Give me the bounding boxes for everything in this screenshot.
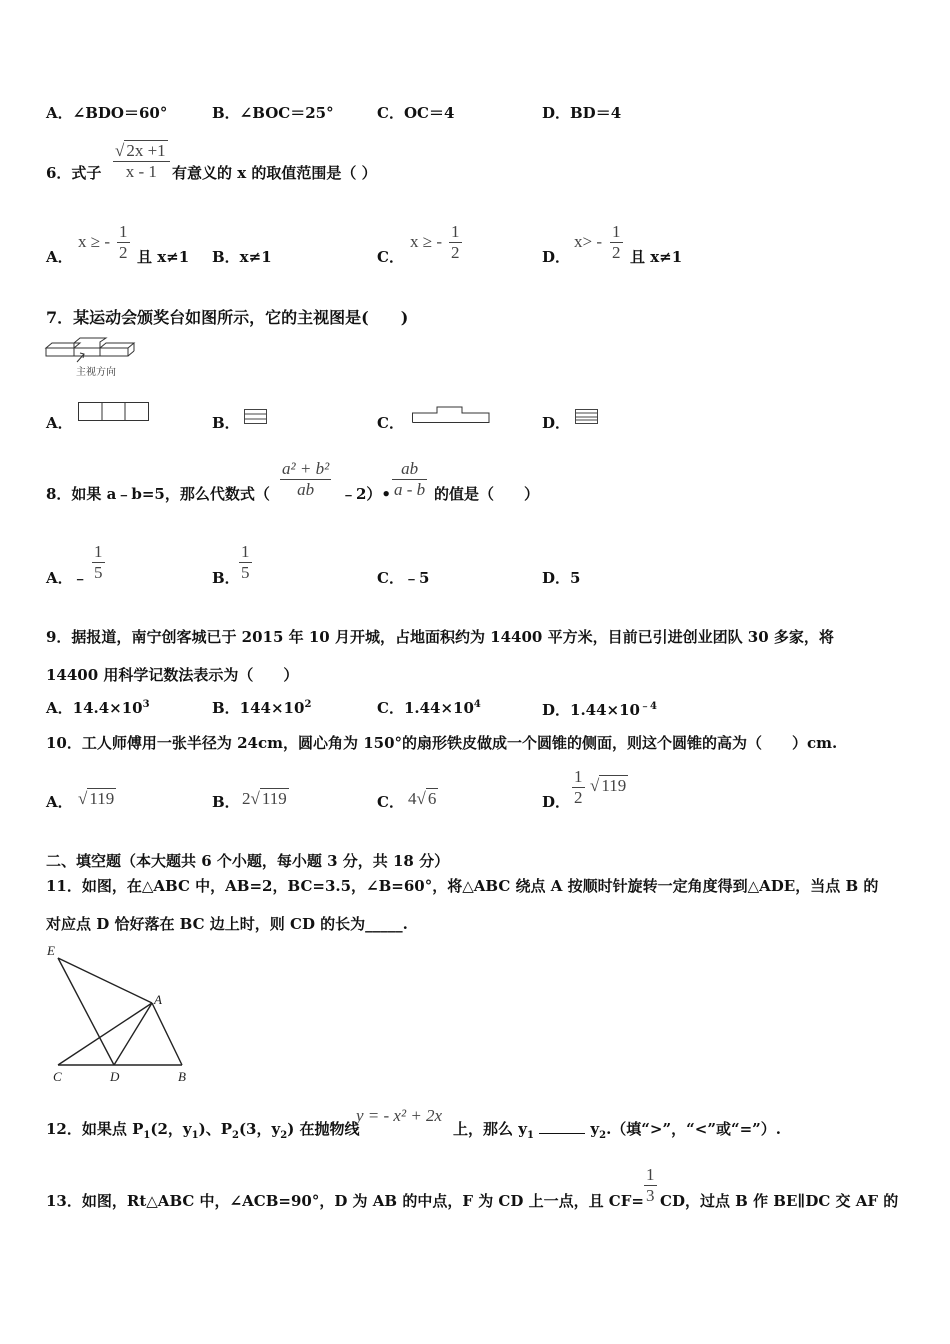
q7-option-c-figure xyxy=(412,406,492,424)
q7-direction-label: 主视方向 xyxy=(76,367,116,378)
q10-option-a-label: A． xyxy=(46,793,73,811)
q8-option-c: C．﹣5 xyxy=(377,569,430,587)
q6-option-a-frac: 1 2 xyxy=(119,222,128,262)
q5-option-a: A．∠BDO＝60° xyxy=(46,104,168,122)
q10-option-c-expr: 4√ 6 xyxy=(408,789,437,808)
q7-option-b-figure xyxy=(244,409,268,425)
q13-prefix: 13．如图，Rt△ABC 中，∠ACB=90°，D 为 AB 的中点，F 为 CD 上一点，且 CF= xyxy=(46,1192,644,1210)
q8-fraction-2-numerator: ab xyxy=(401,459,419,478)
q8-option-a-frac: 1 5 xyxy=(94,542,103,582)
q8-fraction-1-denominator: ab xyxy=(297,480,315,499)
q9-option-c: C．$1.44\times 10^4$ xyxy=(377,699,481,717)
q8-fraction-2-denominator: a - b xyxy=(394,480,426,499)
q8-option-b-frac: 1 5 xyxy=(241,542,250,582)
q7-option-c: C． xyxy=(377,414,404,432)
q6-option-a-tail: 且 x≠1 xyxy=(137,248,190,266)
q13-fraction: 1 3 xyxy=(646,1165,655,1205)
q8-fraction-1 xyxy=(280,459,331,500)
q8-option-d: D．5 xyxy=(542,569,581,587)
q11-label-c: C xyxy=(53,1069,62,1084)
q12-prefix: 12．如果点 $P_1(2$，$y_1$)、$P_2(3$，$y_2$) 在抛物线 xyxy=(46,1120,360,1141)
q8-middle: ﹣2）• xyxy=(341,485,392,503)
q8-option-b-label: B． xyxy=(212,569,240,587)
q8-option-a-label: A．﹣ xyxy=(46,569,88,587)
q5-option-d: D．BD＝4 xyxy=(542,104,622,122)
q6-option-c-expr: x ≥ - xyxy=(410,232,442,251)
q10-option-b-label: B． xyxy=(212,793,240,811)
q11-label-d: D xyxy=(110,1069,120,1084)
q9-line-1: 9．据报道，南宁创客城已于 2015 年 10 月开城，占地面积约为 14400 平方米，目前已引进创业团队 30 多家，将 xyxy=(46,628,834,646)
q8-fraction-1-numerator: a² + b² xyxy=(282,459,330,478)
q11-line-1: 11．如图，在△ABC 中，AB=2，BC=3.5，∠B=60°，将△ABC 绕点 A 按顺时针旋转一定角度得到△ADE，当点 B 的 xyxy=(46,877,879,895)
q8-fraction-2 xyxy=(392,459,427,500)
q7-option-a: A． xyxy=(46,414,73,432)
q6-fraction: √ 2x +1 x - 1 xyxy=(113,140,170,182)
q6-suffix: 有意义的 x 的取值范围是（ ） xyxy=(172,164,377,182)
q6-option-d-expr: x> - xyxy=(574,232,602,251)
q10-stem: 10．工人师傅用一张半径为 24cm，圆心角为 150°的扇形铁皮做成一个圆锥的侧面，则这个圆锥的高为（ ）cm. xyxy=(46,734,838,752)
q11-triangle-figure xyxy=(44,942,194,1088)
q8-prefix: 8．如果 a﹣b=5，那么代数式（ xyxy=(46,485,270,503)
q6-prefix: 6．式子 xyxy=(46,164,102,182)
q10-option-a-expr: √ 119 xyxy=(78,789,115,808)
q9-option-b: B．$144\times 10^2$ xyxy=(212,699,312,717)
q11-label-b: B xyxy=(178,1069,186,1084)
q7-option-d: D． xyxy=(542,414,571,432)
q11-label-a: A xyxy=(154,992,162,1007)
q11-line-2: 对应点 D 恰好落在 BC 边上时，则 CD 的长为_____. xyxy=(46,915,408,933)
q6-option-d-frac: 1 2 xyxy=(612,222,621,262)
q5-option-b: B．∠BOC＝25° xyxy=(212,104,334,122)
q13-suffix: CD，过点 B 作 BE∥DC 交 AF 的 xyxy=(660,1192,899,1210)
q6-option-a-expr: x ≥ - xyxy=(78,232,110,251)
q9-line-2: 14400 用科学记数法表示为（ ） xyxy=(46,666,299,684)
q11-label-e: E xyxy=(47,943,55,958)
q6-denominator: x - 1 xyxy=(125,162,157,181)
q5-option-c: C．OC＝4 xyxy=(377,104,455,122)
q7-option-b: B． xyxy=(212,414,240,432)
q12-suffix: 上，那么 $y_1$ $y_2$.（填“>”，“<”或“=”）. xyxy=(453,1120,781,1141)
section-2-title: 二、填空题（本大题共 6 个小题，每小题 3 分，共 18 分） xyxy=(46,852,450,870)
q7-option-d-figure xyxy=(575,409,599,425)
q10-option-d-frac: 1 2 xyxy=(574,767,583,807)
q6-option-a-label: A． xyxy=(46,248,73,266)
q7-stem: 7．某运动会颁奖台如图所示，它的主视图是( ) xyxy=(46,308,409,327)
q9-option-a: A．$14.4\times 10^3$ xyxy=(46,699,150,717)
q12-parabola-expr: y = - x² + 2x xyxy=(356,1106,443,1125)
q6-radicand: 2x +1 xyxy=(126,141,166,160)
q12-answer-blank[interactable] xyxy=(539,1119,585,1134)
q8-suffix: 的值是（ ） xyxy=(434,485,540,503)
q6-option-d-tail: 且 x≠1 xyxy=(630,248,683,266)
q10-option-c-label: C． xyxy=(377,793,404,811)
q7-option-a-figure xyxy=(78,402,150,422)
q6-option-b: B．x≠1 xyxy=(212,248,272,266)
q9-option-d: D．$1.44\times 10^{﹣4}$ xyxy=(542,701,657,719)
q6-option-c-label: C． xyxy=(377,248,404,266)
q10-option-d-radical: √ 119 xyxy=(590,776,627,795)
q10-option-b-expr: 2√ 119 xyxy=(242,789,287,808)
q6-option-c-frac: 1 2 xyxy=(451,222,460,262)
q6-option-d-label: D． xyxy=(542,248,571,266)
q10-option-d-label: D． xyxy=(542,793,571,811)
